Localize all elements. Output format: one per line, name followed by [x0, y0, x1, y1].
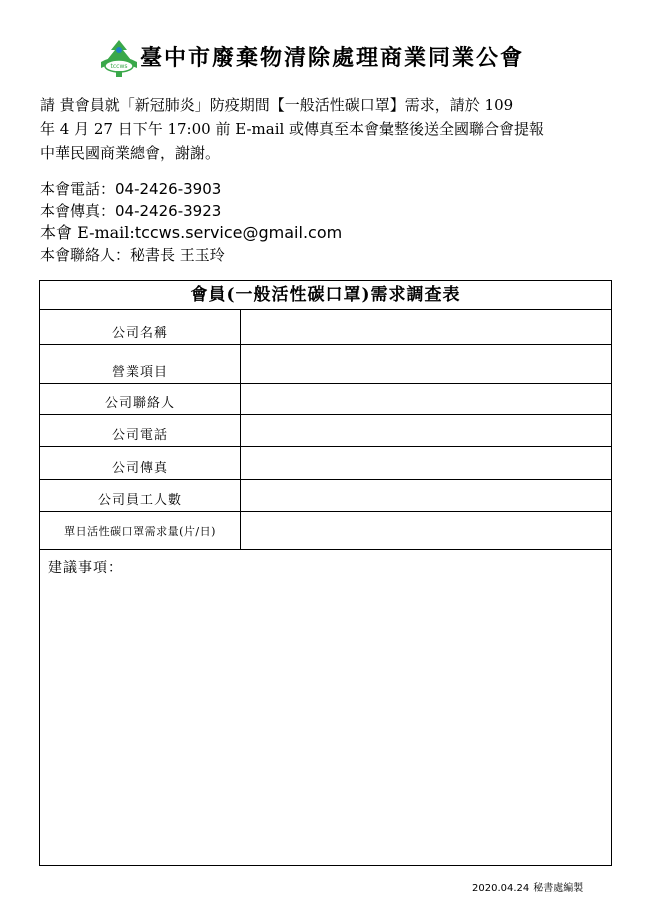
company-name-input[interactable]	[241, 310, 611, 344]
field-label: 公司傳真	[40, 447, 241, 479]
email-row	[40, 222, 615, 244]
notice-line: 請 貴會員就「新冠肺炎」防疫期間【一般活性碳口罩】需求，請於 109	[40, 96, 514, 114]
field-label: 公司名稱	[40, 310, 241, 344]
field-row-employee-count	[40, 480, 611, 512]
field-row-fax	[40, 447, 611, 480]
fax-label: 本會傳真：	[40, 202, 116, 220]
survey-title: 會員(一般活性碳口罩)需求調查表	[40, 281, 611, 310]
contact-person-label: 本會聯絡人：	[40, 246, 131, 264]
field-label: 公司聯絡人	[40, 384, 241, 414]
phone-row	[40, 178, 615, 200]
business-items-input[interactable]	[241, 345, 611, 383]
org-name: 臺中市廢棄物清除處理商業同業公會	[140, 45, 525, 71]
document-footer	[472, 879, 583, 894]
email-label: 本會 E-mail:	[40, 223, 135, 242]
employee-count-input[interactable]	[241, 480, 611, 511]
mask-demand-input[interactable]	[241, 512, 611, 549]
field-label: 公司電話	[40, 415, 241, 446]
fax-row	[40, 200, 615, 222]
field-label: 營業項目	[40, 345, 241, 383]
contact-info	[40, 178, 615, 266]
suggestions-label: 建議事項：	[48, 560, 123, 576]
field-label: 單日活性碳口罩需求量(片/日)	[40, 512, 241, 549]
footer-author: 秘書處編製	[533, 883, 584, 894]
email-value[interactable]: tccws.service@gmail.com	[134, 223, 343, 242]
survey-form	[39, 280, 612, 866]
field-row-mask-demand	[40, 512, 611, 550]
document-header	[0, 34, 650, 82]
field-row-company-name	[40, 310, 611, 345]
contact-person-value: 秘書長 王玉玲	[130, 246, 225, 264]
field-label: 公司員工人數	[40, 480, 241, 511]
field-row-contact-person	[40, 384, 611, 415]
fax-value: 04-2426-3923	[115, 202, 222, 220]
phone-input[interactable]	[241, 415, 611, 446]
logo-text: tccws	[110, 63, 128, 70]
phone-value: 04-2426-3903	[115, 180, 222, 198]
footer-date: 2020.04.24	[472, 883, 530, 894]
notice-paragraph	[40, 93, 615, 165]
field-row-phone	[40, 415, 611, 447]
field-row-business-items	[40, 345, 611, 384]
notice-line: 年 4 月 27 日下午 17:00 前 E-mail 或傳真至本會彙整後送全國聯合會提報	[40, 120, 545, 138]
suggestions-textarea[interactable]	[48, 581, 603, 857]
association-logo	[97, 38, 141, 78]
notice-line: 中華民國商業總會，謝謝。	[40, 144, 221, 162]
phone-label: 本會電話：	[40, 180, 116, 198]
contact-person-row	[40, 244, 615, 266]
fax-input[interactable]	[241, 447, 611, 479]
contact-person-input[interactable]	[241, 384, 611, 414]
